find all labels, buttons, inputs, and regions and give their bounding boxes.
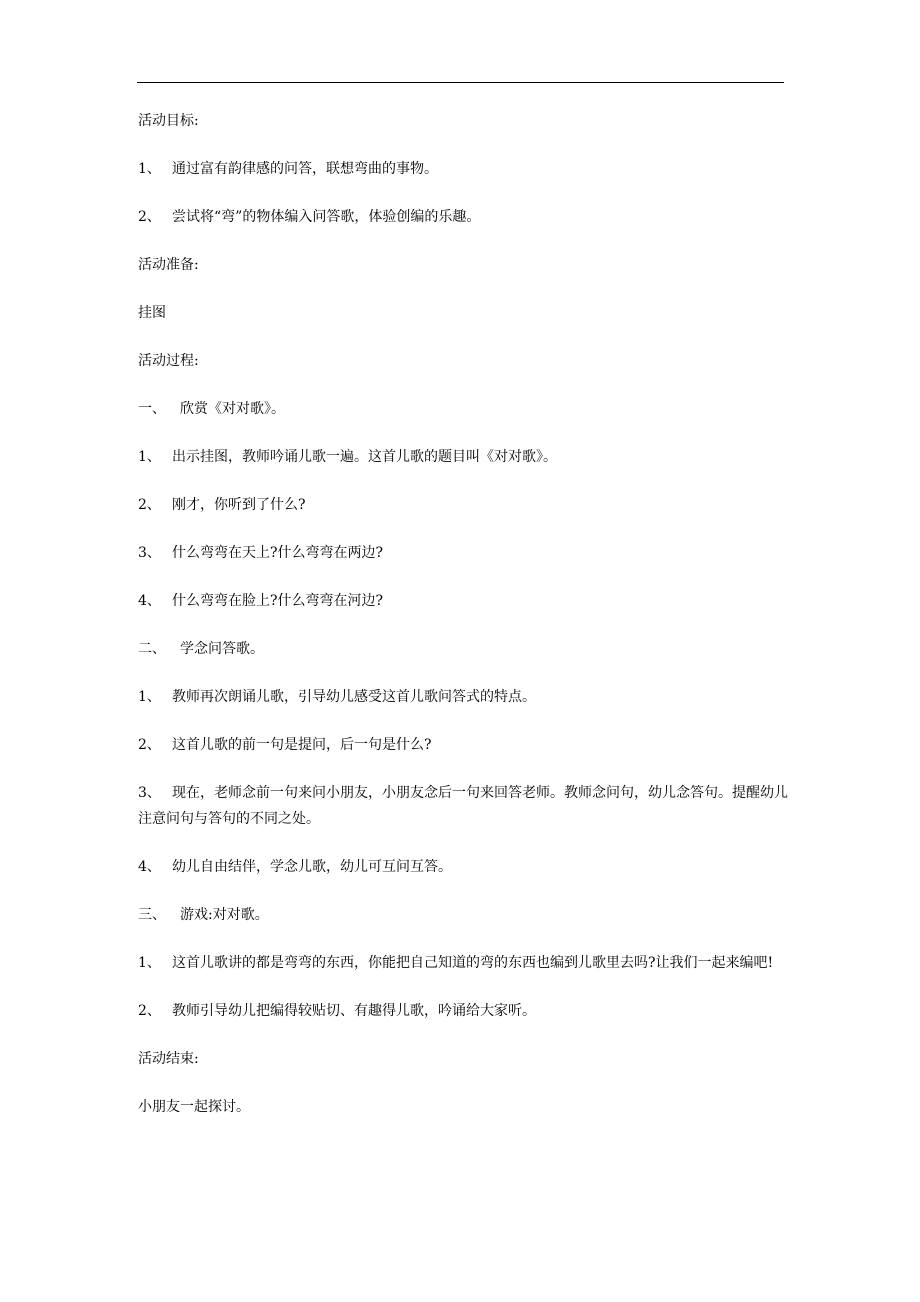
step-text: 这首儿歌的前一句是提问，后一句是什么? bbox=[172, 737, 432, 753]
prep-text: 挂图 bbox=[138, 305, 166, 321]
part-number: 一、 bbox=[138, 401, 166, 417]
step-item bbox=[138, 854, 788, 880]
step-number: 1、 bbox=[138, 449, 161, 465]
step-item bbox=[138, 780, 788, 832]
step-text: 教师引导幼儿把编得较贴切、有趣得儿歌，吟诵给大家听。 bbox=[172, 1003, 536, 1019]
part-number: 三、 bbox=[138, 907, 166, 923]
step-text: 这首儿歌讲的都是弯弯的东西，你能把自己知道的弯的东西也编到儿歌里去吗?让我们一起来编吧! bbox=[172, 955, 774, 971]
part-heading bbox=[138, 902, 788, 928]
step-number: 3、 bbox=[138, 785, 161, 801]
prep-heading: 活动准备: bbox=[138, 257, 199, 273]
step-number: 4、 bbox=[138, 593, 161, 609]
goal-number: 2、 bbox=[138, 209, 161, 225]
step-number: 4、 bbox=[138, 859, 161, 875]
step-item bbox=[138, 684, 788, 710]
part-heading bbox=[138, 636, 788, 662]
step-number: 2、 bbox=[138, 1003, 161, 1019]
end-heading: 活动结束: bbox=[138, 1051, 199, 1067]
goals-heading: 活动目标: bbox=[138, 113, 199, 129]
step-item bbox=[138, 444, 788, 470]
goal-item bbox=[138, 156, 788, 182]
document-body bbox=[138, 108, 788, 1142]
header-rule bbox=[137, 82, 784, 83]
end-text: 小朋友一起探讨。 bbox=[138, 1099, 250, 1115]
part-title: 学念问答歌。 bbox=[180, 641, 264, 657]
step-item bbox=[138, 492, 788, 518]
step-item bbox=[138, 998, 788, 1024]
goal-item bbox=[138, 204, 788, 230]
goal-text: 尝试将“弯”的物体编入问答歌，体验创编的乐趣。 bbox=[172, 209, 481, 225]
step-number: 3、 bbox=[138, 545, 161, 561]
step-text: 幼儿自由结伴，学念儿歌，幼儿可互问互答。 bbox=[172, 859, 452, 875]
process-heading: 活动过程: bbox=[138, 353, 199, 369]
step-item bbox=[138, 732, 788, 758]
part-number: 二、 bbox=[138, 641, 166, 657]
step-number: 2、 bbox=[138, 737, 161, 753]
step-number: 1、 bbox=[138, 955, 161, 971]
part-heading bbox=[138, 396, 788, 422]
step-number: 2、 bbox=[138, 497, 161, 513]
step-item bbox=[138, 540, 788, 566]
part-title: 欣赏《对对歌》。 bbox=[180, 401, 285, 417]
step-text: 现在，老师念前一句来问小朋友，小朋友念后一句来回答老师。教师念问句，幼儿念答句。提醒幼儿注意问句与答句的不同之处。 bbox=[138, 785, 788, 827]
goal-number: 1、 bbox=[138, 161, 161, 177]
step-text: 什么弯弯在天上?什么弯弯在两边? bbox=[172, 545, 384, 561]
part-title: 游戏:对对歌。 bbox=[180, 907, 269, 923]
step-text: 出示挂图，教师吟诵儿歌一遍。这首儿歌的题目叫《对对歌》。 bbox=[172, 449, 557, 465]
step-item bbox=[138, 588, 788, 614]
step-number: 1、 bbox=[138, 689, 161, 705]
step-text: 教师再次朗诵儿歌，引导幼儿感受这首儿歌问答式的特点。 bbox=[172, 689, 536, 705]
goal-text: 通过富有韵律感的问答，联想弯曲的事物。 bbox=[172, 161, 438, 177]
step-text: 刚才，你听到了什么? bbox=[172, 497, 306, 513]
step-text: 什么弯弯在脸上?什么弯弯在河边? bbox=[172, 593, 384, 609]
step-item bbox=[138, 950, 788, 976]
